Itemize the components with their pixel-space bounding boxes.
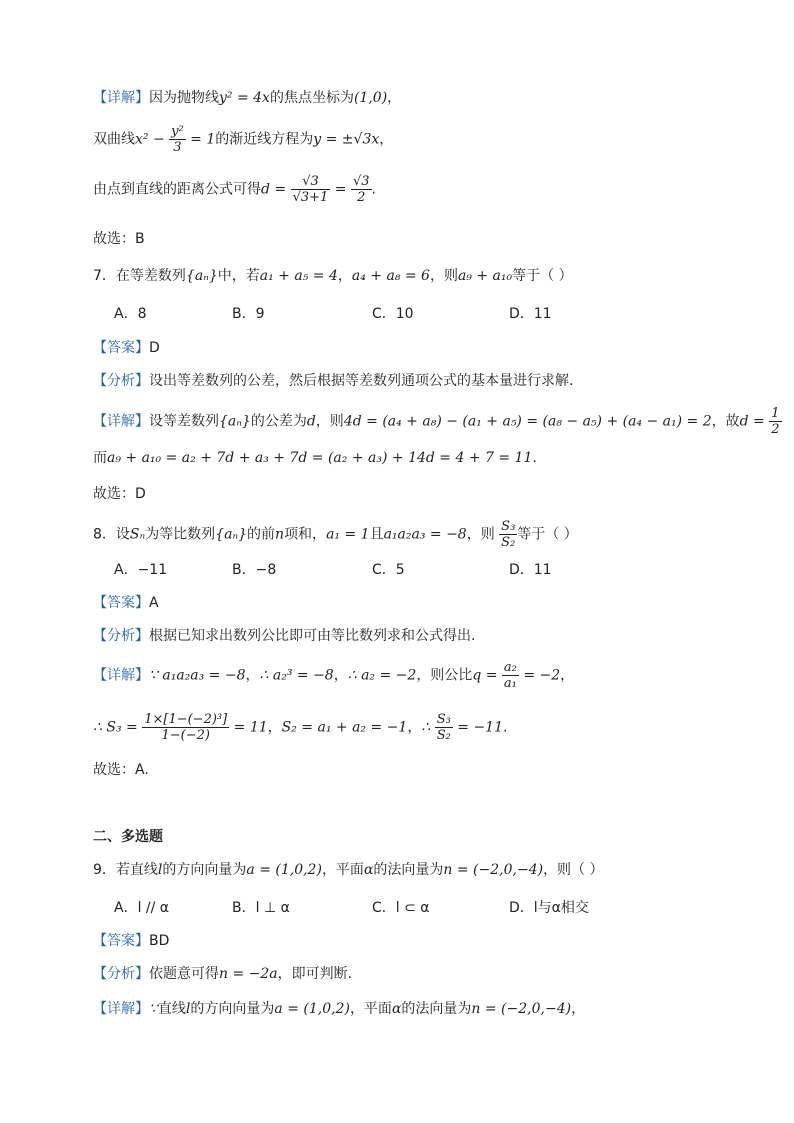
q7-option-b: B．9 bbox=[232, 306, 265, 322]
q8-analysis: 【分析】根据已知求出数列公比即可由等比数列求和公式得出. bbox=[93, 628, 476, 644]
q8-option-b: B．−8 bbox=[232, 562, 277, 578]
section-heading: 二、多选题 bbox=[93, 829, 163, 845]
q9-option-c: C．l ⊂ α bbox=[372, 900, 430, 916]
q9-option-a: A．l // α bbox=[114, 900, 170, 916]
q8-stem: 8．设Sₙ为等比数列{aₙ}的前n项和，a₁ = 1且a₁a₂a₃ = −8，则 $\frac{\text{S₃}}{\text{S₂}}$ 等于（ ） bbox=[93, 519, 578, 550]
q8-detail-line2: ∴ S₃ = $\frac{\text{1×[1−(−2)³]}}{1-(-2)}$ = 11，S₂ = a₁ + a₂ = −1，∴ $\frac{\text{S₃}}{\text{S₂}}$ = −11. bbox=[93, 712, 508, 743]
q9-answer: 【答案】BD bbox=[93, 933, 170, 949]
q7-option-d: D．11 bbox=[509, 306, 552, 322]
q7-detail-line1: 【详解】设等差数列{aₙ}的公差为d，则4d = (a₄ + a₈) − (a₁ + a₅) = (a₈ − a₅) + (a₄ − a₁) = 2，故d = $\frac{1}{2}$ bbox=[93, 406, 780, 437]
q6-detail-line1: 【详解】因为抛物线y² = 4x的焦点坐标为(1,0)， bbox=[93, 90, 402, 106]
q9-stem: 9．若直线l的方向向量为a = (1,0,2)，平面α的法向量为n = (−2,0,−4)，则（ ） bbox=[93, 862, 604, 878]
detail-tag: 【详解】 bbox=[93, 90, 149, 106]
q9-analysis: 【分析】依题意可得n = −2a，即可判断. bbox=[93, 966, 353, 982]
fraction: $\frac{\text{S₃}}{\text{S₂}}$ bbox=[436, 712, 451, 743]
q7-choice: 故选：D bbox=[93, 486, 146, 502]
q8-answer: 【答案】A bbox=[93, 595, 159, 611]
q8-option-a: A．−11 bbox=[114, 562, 168, 578]
q6-detail-line3: 由点到直线的距离公式可得d = $\frac{√3}{√3+1}$ = $\frac{√3}{2}$ . bbox=[93, 174, 376, 205]
q7-analysis: 【分析】设出等差数列的公差，然后根据等差数列通项公式的基本量进行求解. bbox=[93, 373, 574, 389]
fraction: $\frac{1}{2}$ bbox=[771, 406, 780, 437]
q7-option-c: C．10 bbox=[372, 306, 414, 322]
q7-option-a: A．8 bbox=[114, 306, 147, 322]
fraction: $\frac{\text{y²}}{3}$ bbox=[171, 124, 184, 155]
q8-detail-line1: 【详解】∵ a₁a₂a₃ = −8，∴ a₂³ = −8，∴ a₂ = −2，则公比q = $\frac{\text{a₂}}{\text{a₁}}$ = −2， bbox=[93, 660, 575, 691]
q9-option-b: B．l ⊥ α bbox=[232, 900, 290, 916]
fraction: $\frac{\text{1×[1−(−2)³]}}{1-(-2)}$ bbox=[144, 712, 228, 743]
q9-detail-line1: 【详解】∵直线l的方向向量为a = (1,0,2)，平面α的法向量为n = (−2,0,−4)， bbox=[93, 1001, 586, 1017]
q9-option-d: D．l与α相交 bbox=[509, 900, 589, 916]
q7-answer: 【答案】D bbox=[93, 340, 160, 356]
q8-option-d: D．11 bbox=[509, 562, 552, 578]
q7-stem: 7．在等差数列{aₙ}中，若a₁ + a₅ = 4，a₄ + a₈ = 6，则a₉ + a₁₀等于（ ） bbox=[93, 268, 573, 284]
q6-choice: 故选：B bbox=[93, 231, 145, 247]
q8-choice: 故选：A. bbox=[93, 762, 149, 778]
fraction: $\frac{\text{a₂}}{\text{a₁}}$ bbox=[503, 660, 517, 691]
fraction: $\frac{√3}{√3+1}$ bbox=[292, 174, 329, 205]
fraction: $\frac{√3}{2}$ bbox=[352, 174, 370, 205]
q6-detail-line2: 双曲线x² − $\frac{\text{y²}}{3}$ = 1的渐近线方程为y = ±√3x， bbox=[93, 124, 394, 155]
q8-option-c: C．5 bbox=[372, 562, 405, 578]
q7-detail-line2: 而a₉ + a₁₀ = a₂ + 7d + a₃ + 7d = (a₂ + a₃) + 14d = 4 + 7 = 11. bbox=[93, 450, 537, 466]
fraction: $\frac{\text{S₃}}{\text{S₂}}$ bbox=[501, 519, 516, 550]
